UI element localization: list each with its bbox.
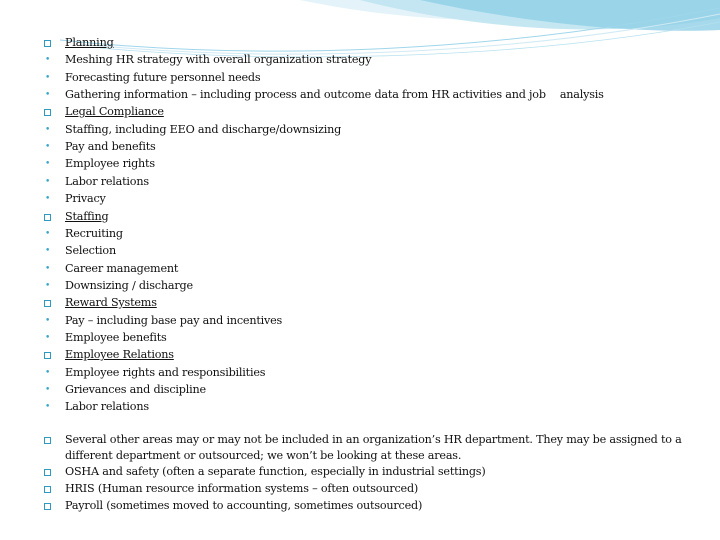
outline-item-text: Meshing HR strategy with overall organization strategy [65, 53, 372, 67]
note-text: OSHA and safety (often a separate function, especially in industrial settings) [65, 465, 486, 478]
dot-bullet-icon: • [45, 367, 51, 378]
dot-bullet-icon: • [45, 124, 51, 135]
note-text: different department or outsourced; we won’t be looking at these areas. [65, 449, 462, 462]
outline-item-text: Downsizing / discharge [65, 278, 193, 292]
outline-heading-text: Employee Relations [65, 348, 174, 362]
outline-heading-text: Planning [65, 36, 114, 49]
dot-bullet-icon: • [45, 159, 51, 170]
dot-bullet-icon: • [45, 402, 51, 413]
outline-item-text: Pay – including base pay and incentives [65, 313, 283, 327]
square-bullet-icon [44, 503, 51, 510]
outline-item-text: Recruiting [65, 226, 123, 240]
note-text: Several other areas may or may not be included in an organization’s HR department. They may be assigned to a [65, 433, 682, 446]
outline-item-text: Forecasting future personnel needs [65, 70, 261, 84]
square-bullet-icon [44, 486, 51, 493]
outline-item-text: Employee rights and responsibilities [65, 365, 266, 379]
square-bullet-icon [44, 214, 51, 221]
dot-bullet-icon: • [45, 176, 51, 187]
outline-item-tail-text: analysis [559, 88, 604, 102]
outline-item-text: Employee benefits [65, 330, 167, 344]
square-bullet-icon [44, 437, 51, 444]
note-text: Payroll (sometimes moved to accounting, sometimes outsourced) [65, 499, 423, 512]
square-bullet-icon [44, 300, 51, 307]
outline-heading-text: Reward Systems [65, 296, 157, 310]
square-bullet-icon [44, 109, 51, 116]
dot-bullet-icon: • [45, 142, 51, 153]
outline-item-text: Selection [65, 244, 116, 258]
dot-bullet-icon: • [45, 246, 51, 257]
square-bullet-icon [44, 352, 51, 359]
dot-bullet-icon: • [45, 228, 51, 239]
square-bullet-icon [44, 40, 51, 47]
dot-bullet-icon: • [45, 263, 51, 274]
note-text: HRIS (Human resource information systems – often outsourced) [65, 482, 419, 495]
outline-item-text: Career management [65, 261, 179, 275]
dot-bullet-icon: • [45, 55, 51, 66]
outline-item-text: Labor relations [65, 174, 149, 188]
outline-item-text: Gathering information – including process and outcome data from HR activities and job analysis [65, 88, 604, 102]
dot-bullet-icon: • [45, 280, 51, 291]
dot-bullet-icon: • [45, 385, 51, 395]
outline-item-text: Staffing, including EEO and discharge/downsizing [65, 122, 342, 136]
square-bullet-icon [44, 469, 51, 476]
dot-bullet-icon: • [45, 194, 51, 205]
outline-heading-text: Staffing [65, 209, 109, 223]
outline-item-text: Pay and benefits [65, 140, 156, 154]
outline-item-text: Labor relations [65, 400, 149, 414]
dot-bullet-icon: • [45, 332, 51, 343]
outline-item-text: Employee rights [65, 157, 155, 171]
dot-bullet-icon: • [45, 315, 51, 326]
outline-heading-text: Legal Compliance [65, 105, 164, 119]
dot-bullet-icon: • [45, 72, 51, 83]
outline-item-text: Privacy [65, 192, 106, 206]
outline-item-text: Grievances and discipline [65, 383, 206, 396]
dot-bullet-icon: • [45, 90, 51, 101]
